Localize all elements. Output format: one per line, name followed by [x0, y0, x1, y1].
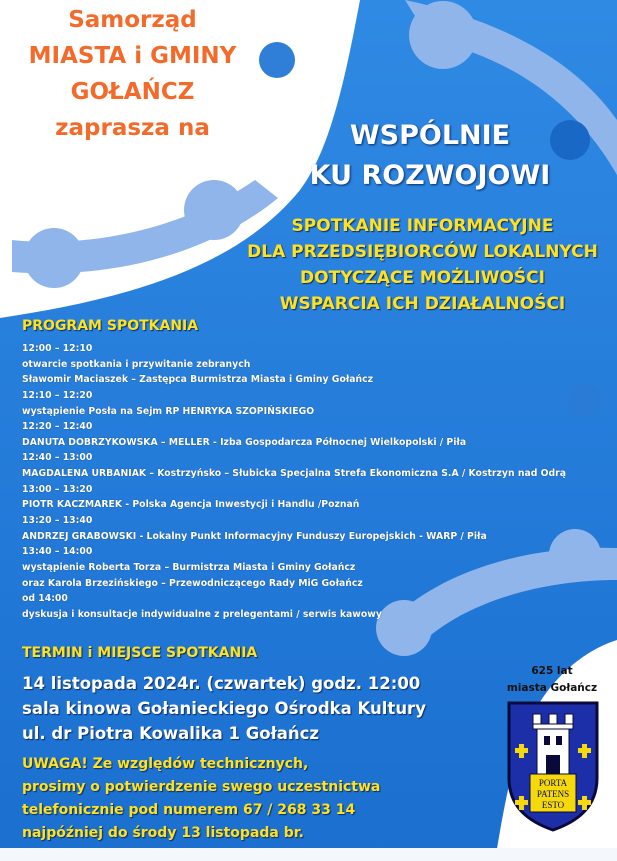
- notice-line-1: UWAGA! Ze względów technicznych,: [22, 756, 309, 772]
- program-line: PIOTR KACZMAREK - Polska Agencja Inwestycji i Handlu /Poznań: [22, 499, 360, 511]
- program-line: 13:20 – 13:40: [22, 515, 93, 527]
- program-line: 13:40 – 14:00: [22, 546, 93, 558]
- termin-date: 14 listopada 2024r. (czwartek) godz. 12:00: [22, 674, 421, 693]
- anniversary-label: [497, 663, 607, 697]
- subtitle-line-4: WSPARCIA ICH DZIAŁALNOŚCI: [279, 294, 566, 314]
- termin-heading: TERMIN i MIEJSCE SPOTKANIA: [22, 645, 258, 661]
- notice-block: [22, 753, 380, 845]
- organizer-line-3: GOŁAŃCZ: [70, 79, 195, 105]
- bottom-band: [0, 848, 617, 861]
- circle-upper-right: [409, 1, 477, 69]
- termin-address: ul. dr Piotra Kowalika 1 Gołańcz: [22, 724, 319, 743]
- program-line: od 14:00: [22, 593, 68, 605]
- program-line: 12:20 – 12:40: [22, 421, 93, 433]
- program-line: 12:10 – 12:20: [22, 389, 93, 401]
- program-heading: PROGRAM SPOTKANIA: [22, 318, 199, 334]
- program-line: oraz Karola Brzezińskiego – Przewodniczącego Rady MiG Gołańcz: [22, 577, 363, 589]
- program-line: Sławomir Maciaszek – Zastępca Burmistrza Miasta i Gminy Gołańcz: [22, 374, 374, 386]
- coat-of-arms-icon: [506, 700, 600, 832]
- program-line: otwarcie spotkania i przywitanie zebranych: [22, 358, 251, 370]
- anniversary-line-2: miasta Gołańcz: [506, 682, 598, 694]
- title-line-1: WSPÓLNIE: [349, 120, 511, 151]
- subtitle-line-3: DOTYCZĄCE MOŻLIWOŚCI: [300, 268, 545, 288]
- circle-dark-1: [259, 42, 295, 78]
- organizer-line-4: zaprasza na: [55, 115, 210, 141]
- crest-motto-2: PATENS: [536, 789, 570, 799]
- subtitle-line-1: SPOTKANIE INFORMACYJNE: [291, 216, 554, 236]
- organizer-line-2: MIASTA i GMINY: [28, 43, 237, 69]
- crest-motto-3: ESTO: [541, 800, 565, 810]
- program-line: 12:40 – 13:00: [22, 452, 93, 464]
- crest-motto-1: PORTA: [538, 778, 568, 788]
- termin-venue: sala kinowa Gołanieckiego Ośrodka Kultury: [22, 699, 426, 718]
- subtitle-line-2: DLA PRZEDSIĘBIORCÓW LOKALNYCH: [247, 242, 598, 262]
- anniversary-line-1: 625 lat: [531, 665, 573, 677]
- program-line: 13:00 – 13:20: [22, 483, 93, 495]
- notice-line-3: telefonicznie pod numerem 67 / 268 33 14: [22, 802, 356, 818]
- notice-line-2: prosimy o potwierdzenie swego uczestnictwa: [22, 779, 381, 795]
- program-line: 12:00 – 12:10: [22, 343, 93, 354]
- organizer-block: [20, 2, 245, 146]
- notice-line-4: najpóźniej do środy 13 listopada br.: [22, 825, 304, 841]
- program-line: DANUTA DOBRZYKOWSKA – MELLER - Izba Gospodarcza Północnej Wielkopolski / Piła: [22, 436, 467, 448]
- program-line: dyskusja i konsultacje indywidualne z prelegentami / serwis kawowy: [22, 608, 382, 620]
- event-title: [285, 116, 575, 196]
- program-list: [22, 341, 566, 623]
- title-line-2: KU ROZWOJOWI: [309, 160, 551, 191]
- program-line: ANDRZEJ GRABOWSKI - Lokalny Punkt Informacyjny Funduszy Europejskich - WARP / Piła: [22, 530, 487, 542]
- event-subtitle: [230, 213, 615, 317]
- termin-details: [22, 671, 426, 746]
- organizer-line-1: Samorząd: [68, 7, 197, 33]
- program-line: wystąpienie Posła na Sejm RP HENRYKA SZOPIŃSKIEGO: [22, 405, 315, 417]
- program-line: MAGDALENA URBANIAK – Kostrzyńsko – Słubicka Specjalna Strefa Ekonomiczna S.A / Kostrzyn nad Odrą: [22, 468, 567, 480]
- circle-dark-3: [569, 384, 601, 416]
- circle-left: [24, 228, 84, 288]
- program-line: wystąpienie Roberta Torza – Burmistrza Miasta i Gminy Gołańcz: [22, 561, 356, 573]
